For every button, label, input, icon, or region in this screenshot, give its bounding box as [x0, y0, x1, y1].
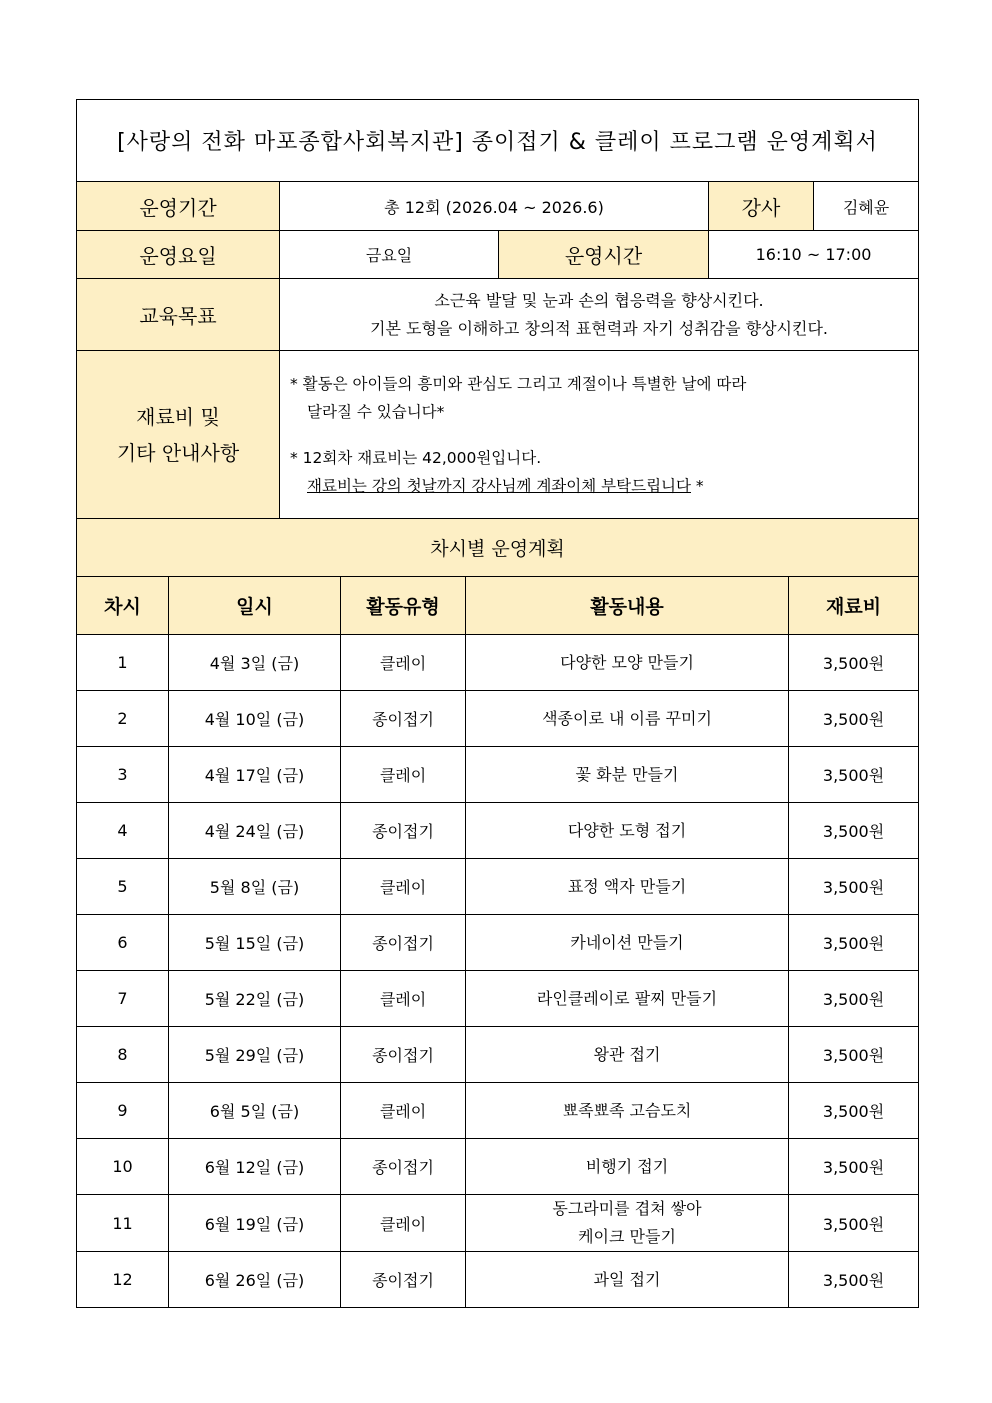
session-date: 6월 19일 (금) — [169, 1195, 341, 1252]
document-title: [사랑의 전화 마포종합사회복지관] 종이접기 & 클레이 프로그램 운영계획서 — [77, 100, 919, 182]
activity-content: 색종이로 내 이름 꾸미기 — [466, 691, 789, 747]
activity-type: 클레이 — [341, 635, 466, 691]
material-fee: 3,500원 — [789, 1027, 919, 1083]
material-fee: 3,500원 — [789, 1252, 919, 1308]
notes-label-line-2: 기타 안내사항 — [116, 440, 240, 465]
instructor-value: 김혜윤 — [814, 182, 919, 231]
session-number: 10 — [77, 1139, 169, 1195]
session-date: 5월 8일 (금) — [169, 859, 341, 915]
info-table — [76, 99, 919, 519]
material-fee: 3,500원 — [789, 691, 919, 747]
table-row — [77, 691, 919, 747]
time-value: 16:10 ~ 17:00 — [709, 231, 919, 279]
session-date: 5월 15일 (금) — [169, 915, 341, 971]
session-number: 11 — [77, 1195, 169, 1252]
activity-content-line-1: 동그라미를 겹쳐 쌓아 — [552, 1199, 702, 1218]
session-number: 1 — [77, 635, 169, 691]
notes-line-3: * 12회차 재료비는 42,000원입니다. — [290, 448, 542, 467]
material-fee: 3,500원 — [789, 635, 919, 691]
schedule-section-title: 차시별 운영계획 — [77, 519, 919, 577]
activity-content: 표정 액자 만들기 — [466, 859, 789, 915]
material-fee: 3,500원 — [789, 803, 919, 859]
material-fee: 3,500원 — [789, 747, 919, 803]
session-number: 6 — [77, 915, 169, 971]
material-fee: 3,500원 — [789, 915, 919, 971]
notes-text — [280, 351, 919, 519]
table-row — [77, 803, 919, 859]
activity-type: 클레이 — [341, 1083, 466, 1139]
notes-line-1: * 활동은 아이들의 흥미와 관심도 그리고 계절이나 특별한 날에 따라 — [290, 374, 747, 393]
activity-type: 종이접기 — [341, 1252, 466, 1308]
table-row — [77, 859, 919, 915]
instructor-label: 강사 — [709, 182, 814, 231]
activity-type: 종이접기 — [341, 803, 466, 859]
activity-content: 왕관 접기 — [466, 1027, 789, 1083]
session-number: 4 — [77, 803, 169, 859]
goal-text — [280, 279, 919, 351]
header-date: 일시 — [169, 577, 341, 635]
activity-content: 카네이션 만들기 — [466, 915, 789, 971]
session-date: 4월 17일 (금) — [169, 747, 341, 803]
activity-type: 종이접기 — [341, 691, 466, 747]
material-fee: 3,500원 — [789, 1139, 919, 1195]
goal-line-1: 소근육 발달 및 눈과 손의 협응력을 향상시킨다. — [434, 290, 764, 310]
session-number: 7 — [77, 971, 169, 1027]
header-type: 활동유형 — [341, 577, 466, 635]
session-number: 12 — [77, 1252, 169, 1308]
activity-content: 라인클레이로 팔찌 만들기 — [466, 971, 789, 1027]
material-fee: 3,500원 — [789, 859, 919, 915]
session-date: 4월 3일 (금) — [169, 635, 341, 691]
notes-label — [77, 351, 280, 519]
header-fee: 재료비 — [789, 577, 919, 635]
session-date: 6월 26일 (금) — [169, 1252, 341, 1308]
activity-type: 클레이 — [341, 1195, 466, 1252]
activity-content: 비행기 접기 — [466, 1139, 789, 1195]
schedule-table — [76, 518, 919, 1308]
session-number: 9 — [77, 1083, 169, 1139]
activity-content: 다양한 모양 만들기 — [466, 635, 789, 691]
notes-label-line-1: 재료비 및 — [136, 404, 220, 429]
day-label: 운영요일 — [77, 231, 280, 279]
day-value: 금요일 — [280, 231, 499, 279]
material-fee: 3,500원 — [789, 971, 919, 1027]
session-number: 3 — [77, 747, 169, 803]
table-row — [77, 635, 919, 691]
session-date: 5월 22일 (금) — [169, 971, 341, 1027]
notes-line-4-tail: * — [691, 476, 704, 495]
notes-line-4 — [290, 472, 918, 500]
header-session: 차시 — [77, 577, 169, 635]
activity-content: 꽃 화분 만들기 — [466, 747, 789, 803]
table-row — [77, 747, 919, 803]
table-row — [77, 1195, 919, 1252]
activity-type: 종이접기 — [341, 915, 466, 971]
activity-content: 과일 접기 — [466, 1252, 789, 1308]
activity-content: 뾰족뾰족 고슴도치 — [466, 1083, 789, 1139]
schedule-header-row — [77, 577, 919, 635]
notes-line-2: 달라질 수 있습니다* — [307, 402, 445, 421]
table-row — [77, 1252, 919, 1308]
activity-content: 다양한 도형 접기 — [466, 803, 789, 859]
session-date: 6월 12일 (금) — [169, 1139, 341, 1195]
session-number: 5 — [77, 859, 169, 915]
header-content: 활동내용 — [466, 577, 789, 635]
table-row — [77, 915, 919, 971]
activity-type: 클레이 — [341, 747, 466, 803]
activity-content — [466, 1195, 789, 1252]
activity-type: 종이접기 — [341, 1027, 466, 1083]
period-label: 운영기간 — [77, 182, 280, 231]
session-date: 4월 10일 (금) — [169, 691, 341, 747]
activity-type: 클레이 — [341, 971, 466, 1027]
table-row — [77, 971, 919, 1027]
notes-underlined-text: 재료비는 강의 첫날까지 강사님께 계좌이체 부탁드립니다 — [307, 476, 691, 495]
table-row — [77, 1027, 919, 1083]
session-number: 2 — [77, 691, 169, 747]
session-date: 6월 5일 (금) — [169, 1083, 341, 1139]
activity-content-line-2: 케이크 만들기 — [578, 1227, 676, 1246]
table-row — [77, 1139, 919, 1195]
session-date: 4월 24일 (금) — [169, 803, 341, 859]
document — [76, 99, 918, 1308]
activity-type: 종이접기 — [341, 1139, 466, 1195]
material-fee: 3,500원 — [789, 1083, 919, 1139]
table-row — [77, 1083, 919, 1139]
goal-label: 교육목표 — [77, 279, 280, 351]
session-date: 5월 29일 (금) — [169, 1027, 341, 1083]
period-value: 총 12회 (2026.04 ~ 2026.6) — [280, 182, 709, 231]
time-label: 운영시간 — [499, 231, 709, 279]
goal-line-2: 기본 도형을 이해하고 창의적 표현력과 자기 성취감을 향상시킨다. — [370, 318, 829, 338]
session-number: 8 — [77, 1027, 169, 1083]
activity-type: 클레이 — [341, 859, 466, 915]
material-fee: 3,500원 — [789, 1195, 919, 1252]
